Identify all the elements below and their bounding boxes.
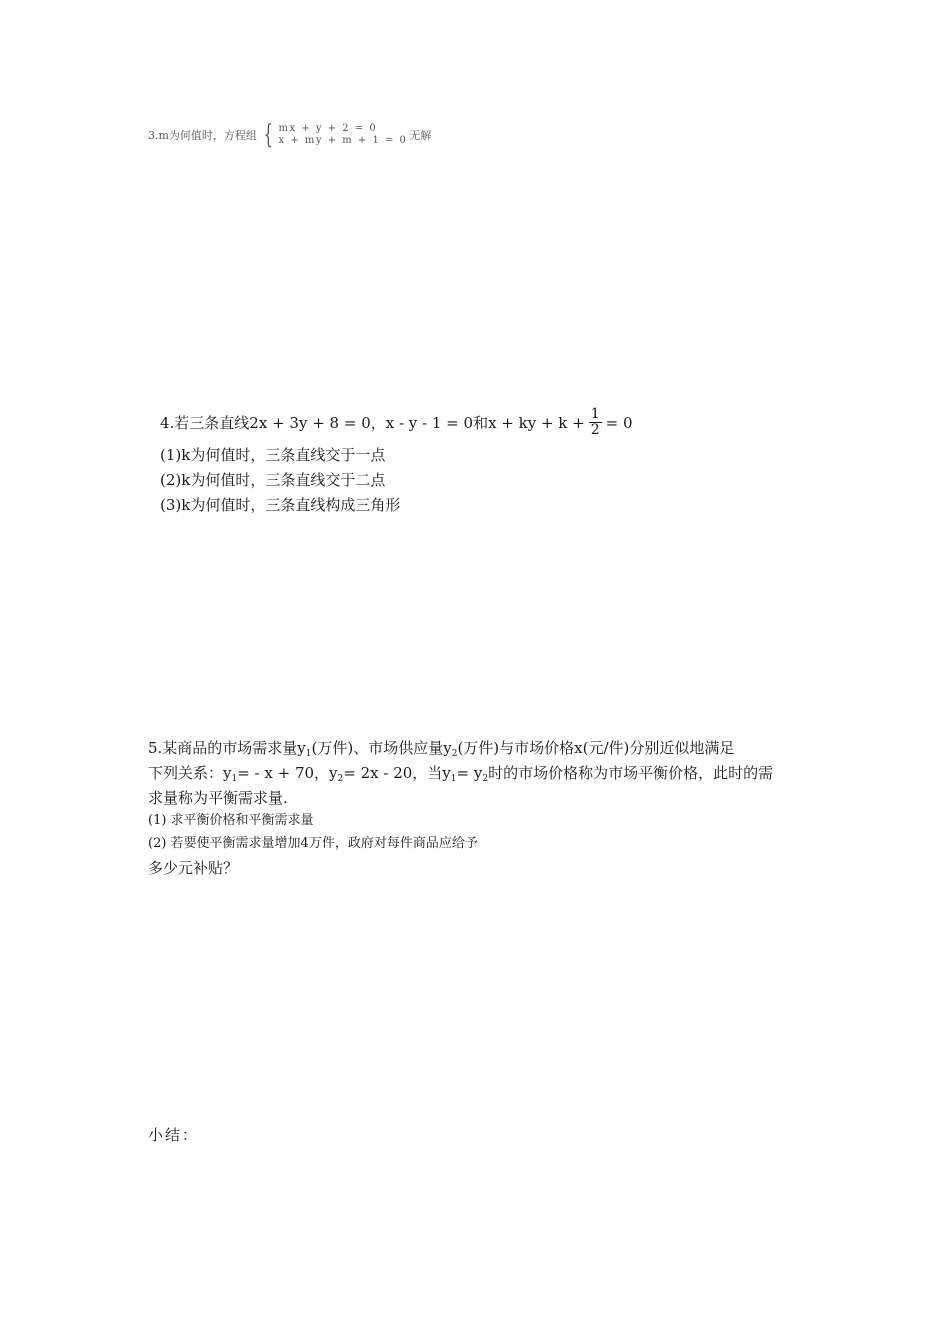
subscript: 2	[482, 774, 489, 784]
fraction-denominator: 2	[590, 422, 600, 438]
summary-label: 小结：	[148, 1126, 200, 1144]
problem-3-suffix: 无解	[409, 129, 432, 142]
subscript: 2	[337, 774, 344, 784]
problem-4-text-end: = 0	[605, 413, 633, 432]
text-segment: 下列关系：y	[148, 764, 232, 782]
brace-symbol: {	[263, 120, 273, 150]
problem-5-question-2: (2) 若要使平衡需求量增加4万件，政府对每件商品应给予	[148, 836, 478, 851]
problem-5-line-2	[148, 762, 773, 784]
problem-5-line-1	[148, 737, 734, 759]
text-segment: 时的市场价格称为市场平衡价格，此时的需	[488, 764, 774, 782]
text-segment: (万件)、市场供应量y	[311, 739, 452, 757]
problem-4-question-3: (3)k为何值时，三条直线构成三角形	[160, 496, 401, 514]
subscript: 1	[450, 774, 457, 784]
fraction-one-half	[589, 407, 602, 438]
text-segment: 5.某商品的市场需求量y	[148, 739, 306, 757]
text-segment: = - x + 70，y	[237, 764, 338, 782]
fraction-numerator: 1	[590, 406, 600, 422]
problem-5-question-1: (1) 求平衡价格和平衡需求量	[148, 813, 314, 828]
text-segment: (万件)与市场价格x(元/件)分别近似地满足	[457, 739, 735, 757]
problem-5-question-2-continued: 多少元补贴？	[148, 859, 239, 877]
equation-2: x + my + m + 1 = 0	[278, 135, 408, 146]
text-segment: = y	[456, 764, 483, 782]
subscript: 1	[231, 774, 238, 784]
problem-4-text: 4.若三条直线2x + 3y + 8 = 0，x - y - 1 = 0和x + ky + k +	[160, 414, 585, 432]
equation-1: mx + y + 2 = 0	[278, 123, 378, 134]
problem-3-prefix: 3.m为何值时，方程组	[148, 129, 257, 142]
problem-4-question-1: (1)k为何值时，三条直线交于一点	[160, 446, 386, 464]
subscript: 2	[451, 749, 458, 759]
problem-5-line-3: 求量称为平衡需求量.	[148, 789, 288, 807]
subscript: 1	[305, 749, 312, 759]
problem-4-question-2: (2)k为何值时，三条直线交于二点	[160, 471, 386, 489]
problem-3	[148, 122, 431, 148]
text-segment: = 2x - 20，当y	[343, 764, 451, 782]
problem-4-statement	[160, 407, 633, 438]
equation-system	[278, 123, 407, 147]
